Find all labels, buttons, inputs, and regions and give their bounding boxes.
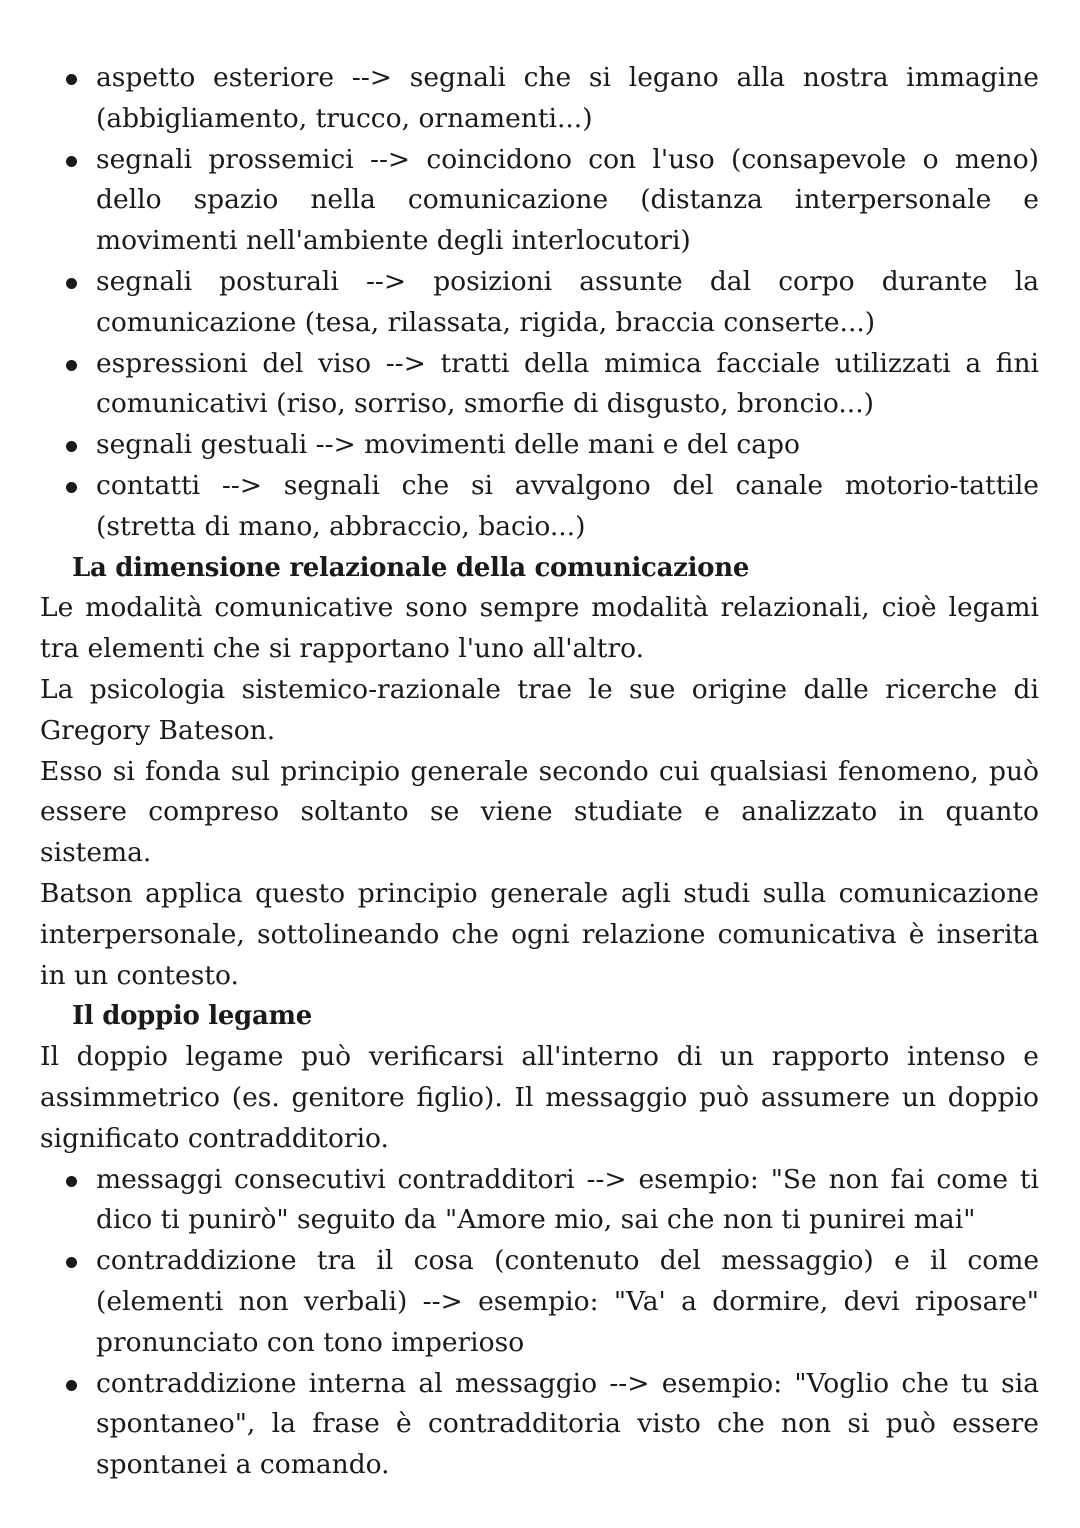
bullet-icon	[66, 74, 77, 85]
document-page	[40, 58, 1039, 1486]
bullet-icon	[66, 360, 77, 371]
bullet-icon	[66, 1257, 77, 1268]
bullet-icon	[66, 441, 77, 452]
paragraph: Batson applica questo principio generale agli studi sulla comunicazione interpersonale, sottolineando che ogni relazione comunicativa è inserita in un contesto.	[40, 877, 1039, 991]
list-item-text: contraddizione tra il cosa (contenuto del messaggio) e il come (elementi non verbali) --> esempio: "Va' a dormire, devi riposare" pronunciato con tono imperioso	[96, 1245, 1039, 1358]
list-item	[40, 1160, 1039, 1242]
list-item	[40, 1364, 1039, 1486]
bullet-icon	[66, 1380, 77, 1391]
list-item-text: segnali posturali --> posizioni assunte dal corpo durante la comunicazione (tesa, rilassata, rigida, braccia conserte...)	[96, 265, 1039, 338]
nonverbal-signals-list	[40, 58, 1039, 548]
list-item	[40, 262, 1039, 344]
bullet-icon	[66, 278, 77, 289]
list-item-text: espressioni del viso --> tratti della mimica facciale utilizzati a fini comunicativi (riso, sorriso, smorfie di disgusto, broncio...)	[96, 347, 1039, 420]
list-item-text: segnali gestuali --> movimenti delle mani e del capo	[96, 429, 800, 461]
paragraph: Le modalità comunicative sono sempre modalità relazionali, cioè legami tra elementi che si rapportano l'uno all'altro.	[40, 592, 1039, 665]
list-item	[40, 425, 1039, 466]
section-heading-relational: La dimensione relazionale della comunicazione	[72, 552, 750, 583]
paragraph: Esso si fonda sul principio generale secondo cui qualsiasi fenomeno, può essere compreso soltanto se viene studiate e analizzato in quanto sistema.	[40, 755, 1039, 869]
list-item	[40, 140, 1039, 262]
section-heading-double-bind: Il doppio legame	[72, 1001, 312, 1032]
list-item-text: contatti --> segnali che si avvalgono del canale motorio-tattile (stretta di mano, abbraccio, bacio...)	[96, 469, 1039, 542]
list-item	[40, 1241, 1039, 1363]
list-item-text: messaggi consecutivi contradditori --> esempio: "Se non fai come ti dico ti punirò" seguito da "Amore mio, sai che non ti punirei mai"	[96, 1163, 1039, 1236]
list-item-text: segnali prossemici --> coincidono con l'uso (consapevole o meno) dello spazio nella comunicazione (distanza interpersonale e movimenti nell'ambiente degli interlocutori)	[96, 143, 1039, 257]
list-item-text: aspetto esteriore --> segnali che si legano alla nostra immagine (abbigliamento, trucco, ornamenti...)	[96, 62, 1039, 134]
paragraph: La psicologia sistemico-razionale trae le sue origine dalle ricerche di Gregory Bateson.	[40, 673, 1039, 746]
list-item	[40, 58, 1039, 140]
bullet-icon	[66, 482, 77, 493]
list-item-text: contraddizione interna al messaggio --> esempio: "Voglio che tu sia spontaneo", la frase è contradditoria visto che non si può essere spontanei a comando.	[96, 1367, 1039, 1481]
paragraph: Il doppio legame può verificarsi all'interno di un rapporto intenso e assimmetrico (es. genitore figlio). Il messaggio può assumere un doppio significato contradditorio.	[40, 1041, 1039, 1154]
bullet-icon	[66, 156, 77, 167]
list-item	[40, 344, 1039, 426]
bullet-icon	[66, 1176, 77, 1187]
double-bind-list	[40, 1160, 1039, 1486]
list-item	[40, 466, 1039, 548]
